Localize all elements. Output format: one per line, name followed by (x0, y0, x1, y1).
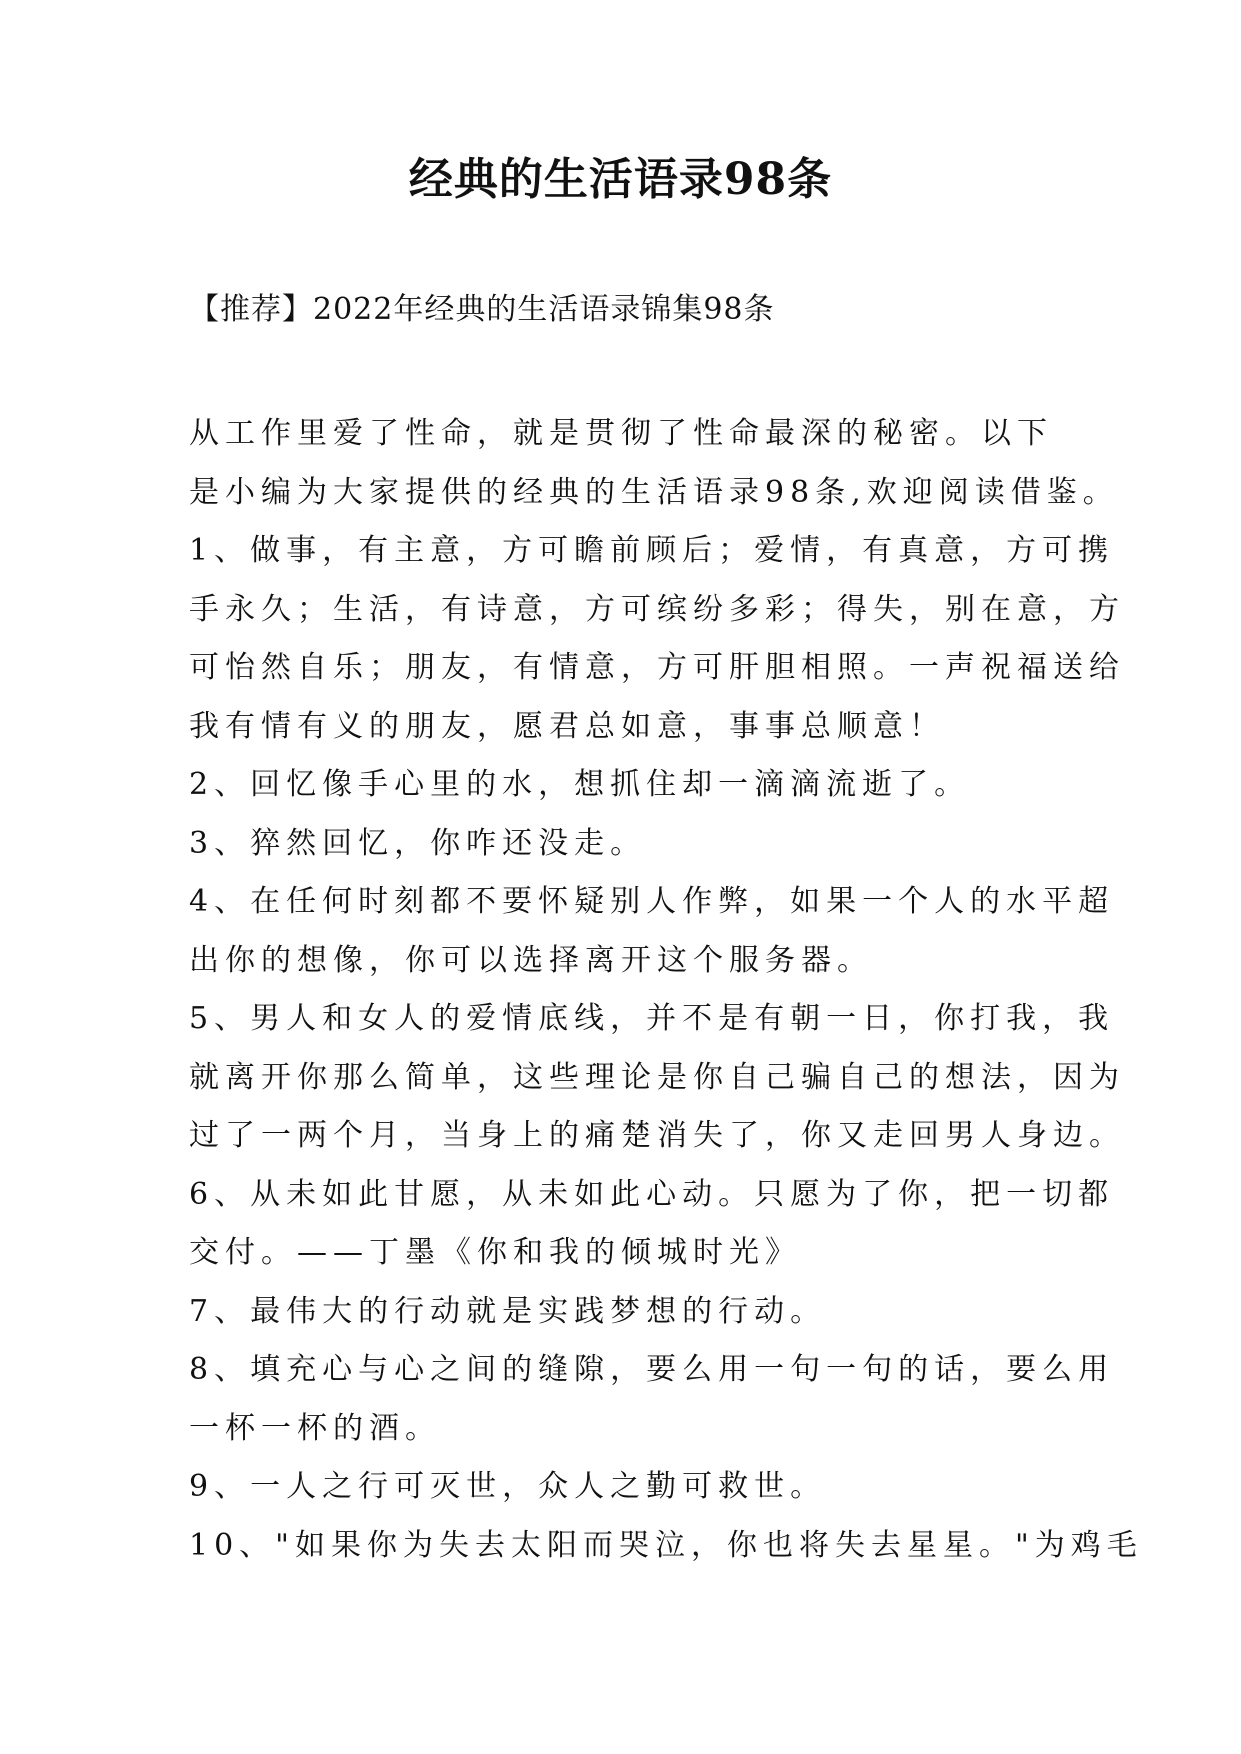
body-line: 是小编为大家提供的经典的生活语录98条,欢迎阅读借鉴。 (189, 474, 1119, 510)
body-line: 2、回忆像手心里的水，想抓住却一滴滴流逝了。 (189, 767, 971, 802)
body-line: 8、填充心与心之间的缝隙，要么用一句一句的话，要么用 (189, 1352, 1115, 1387)
body-line: 3、猝然回忆，你咋还没走。 (189, 825, 647, 861)
document-body (189, 405, 1143, 1575)
body-line: 可怡然自乐；朋友，有情意，方可肝胆相照。一声祝福送给 (189, 650, 1125, 685)
body-line: 1、做事，有主意，方可瞻前顾后；爱情，有真意，方可携 (189, 533, 1115, 568)
body-line: 手永久；生活，有诗意，方可缤纷多彩；得失，别在意，方 (189, 591, 1125, 627)
body-line: 出你的想像，你可以选择离开这个服务器。 (189, 942, 873, 978)
body-line: 7、最伟大的行动就是实践梦想的行动。 (189, 1293, 827, 1329)
document-title: 经典的生活语录98条 (408, 154, 833, 205)
body-line: 过了一两个月，当身上的痛楚消失了，你又走回男人身边。 (189, 1118, 1125, 1153)
body-line: 10、"如果你为失去太阳而哭泣，你也将失去星星。"为鸡毛 (189, 1527, 1143, 1563)
document-subtitle: 【推荐】2022年经典的生活语录锦集98条 (189, 292, 775, 327)
body-line: 就离开你那么简单，这些理论是你自己骗自己的想法，因为 (189, 1059, 1125, 1095)
body-line: 从工作里爱了性命，就是贯彻了性命最深的秘密。以下 (189, 416, 1053, 451)
body-line: 我有情有义的朋友，愿君总如意，事事总顺意！ (189, 708, 945, 744)
body-line: 5、男人和女人的爱情底线，并不是有朝一日，你打我，我 (189, 1001, 1115, 1036)
body-line: 9、一人之行可灭世，众人之勤可救世。 (189, 1469, 827, 1504)
body-line: 4、在任何时刻都不要怀疑别人作弊，如果一个人的水平超 (189, 884, 1115, 919)
body-line: 交付。——丁墨《你和我的倾城时光》 (189, 1235, 801, 1270)
body-line: 一杯一杯的酒。 (189, 1410, 441, 1446)
body-line: 6、从未如此甘愿，从未如此心动。只愿为了你，把一切都 (189, 1176, 1115, 1212)
